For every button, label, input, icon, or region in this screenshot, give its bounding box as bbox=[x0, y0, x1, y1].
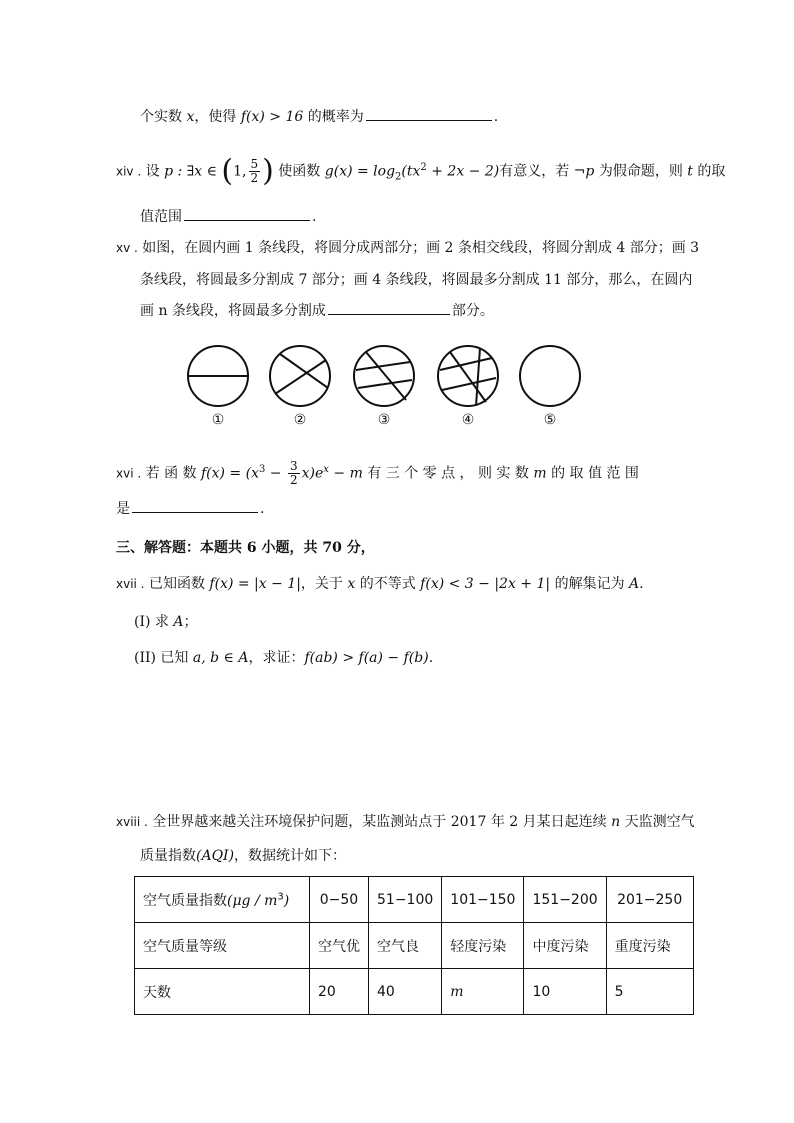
q18-line1 bbox=[116, 812, 695, 832]
q13-period: . bbox=[493, 109, 499, 125]
table-cell: 20 bbox=[310, 969, 369, 1015]
q16-function2: x)e bbox=[301, 465, 324, 482]
q14-log-base: 2 bbox=[395, 171, 402, 183]
q16-text: 有 三 个 零 点 ， 则 实 数 bbox=[362, 465, 534, 482]
q14-interval: 1, bbox=[233, 163, 247, 180]
q17-set-a: A bbox=[629, 576, 640, 592]
table-cell: 0−50 bbox=[310, 877, 369, 923]
q14-text: 为假命题，则 bbox=[594, 163, 688, 180]
q17-text: 的解集记为 bbox=[550, 576, 630, 592]
table-row-header: 空气质量等级 bbox=[135, 923, 310, 969]
q18-number: xviii . bbox=[116, 815, 148, 829]
circle-5 bbox=[520, 346, 580, 406]
q16-var-m: m bbox=[533, 465, 547, 482]
q14-exp: 2 bbox=[420, 162, 427, 173]
q17-part1-end: ； bbox=[183, 614, 198, 630]
q14-text: 设 bbox=[141, 163, 165, 180]
circle-2 bbox=[270, 346, 330, 406]
q14-log-arg2: + 2x − 2) bbox=[426, 163, 500, 180]
q17-part2-text: 已知 bbox=[155, 650, 193, 666]
q16-text: 是 bbox=[116, 501, 130, 517]
table-cell: 空气优 bbox=[310, 923, 369, 969]
q17-part2-label: (II) bbox=[134, 650, 156, 666]
q17-part2-end: . bbox=[428, 650, 434, 666]
table-row bbox=[135, 877, 694, 923]
circle-3-segment bbox=[356, 362, 410, 370]
table-row-header: 天数 bbox=[135, 969, 310, 1015]
q17-part1-set: A bbox=[173, 614, 184, 630]
q13-text: ，使得 bbox=[194, 109, 241, 125]
q16-text: 若 函 数 bbox=[141, 465, 201, 482]
table-cell: 201−250 bbox=[606, 877, 693, 923]
q18-var-n: n bbox=[611, 814, 621, 830]
q15-text: 画 n 条线段，将圆最多分割成 bbox=[140, 303, 326, 319]
table-row-header bbox=[135, 877, 310, 923]
q14-number: xiv . bbox=[116, 164, 142, 179]
unit-exp: 3 bbox=[277, 890, 284, 902]
q14-text: 值范围 bbox=[140, 209, 182, 225]
circle-2-segment bbox=[275, 360, 326, 394]
q15-text: 部分。 bbox=[451, 303, 494, 319]
q16-fraction bbox=[288, 460, 300, 487]
q16-function3: − m bbox=[328, 465, 363, 482]
q13-answer-blank[interactable] bbox=[366, 106, 492, 121]
table-cell: 51−100 bbox=[369, 877, 442, 923]
circle-4-segment bbox=[450, 352, 486, 402]
table-row bbox=[135, 969, 694, 1015]
table-row bbox=[135, 923, 694, 969]
q17-part2-text: ，求证： bbox=[248, 650, 305, 666]
circle-division-figure bbox=[180, 340, 600, 450]
q14-open-paren: ( bbox=[221, 153, 234, 189]
q15-answer-blank[interactable] bbox=[328, 300, 450, 315]
q17-period: . bbox=[639, 576, 644, 592]
circle-3 bbox=[354, 346, 414, 406]
q13-text: 个实数 bbox=[140, 109, 187, 125]
q16-answer-blank[interactable] bbox=[132, 498, 258, 513]
q14-line2 bbox=[140, 206, 316, 227]
q16-frac-den: 2 bbox=[290, 473, 298, 488]
circle-label-1: ① bbox=[211, 412, 225, 428]
q16-exp: 3 bbox=[258, 464, 266, 475]
circle-label-2: ② bbox=[293, 412, 307, 428]
q14-text: 的取 bbox=[692, 163, 726, 180]
q17-part2-condition: a, b ∈ A bbox=[192, 650, 249, 666]
q14-answer-blank[interactable] bbox=[184, 206, 310, 221]
q14-frac-den: 2 bbox=[250, 171, 259, 186]
q14-proposition: p : ∃x ∈ bbox=[164, 163, 222, 180]
section-3-title: 三、解答题：本题共 6 小题，共 70 分， bbox=[116, 540, 375, 556]
q16-line1 bbox=[116, 460, 639, 487]
circle-3-segment bbox=[358, 380, 412, 388]
q17-function: f(x) = |x − 1| bbox=[209, 576, 301, 592]
q14-text: 有意义，若 bbox=[499, 163, 574, 180]
q13-expression: f(x) > 16 bbox=[240, 109, 304, 125]
q17-part1 bbox=[134, 612, 198, 632]
q15-line2 bbox=[140, 270, 692, 290]
table-cell: 40 bbox=[369, 969, 442, 1015]
q15-line1 bbox=[116, 238, 699, 258]
table-cell: 轻度污染 bbox=[442, 923, 524, 969]
q15-text: 如图，在圆内画 1 条线段，将圆分成两部分；画 2 条相交线段，将圆分割成 4 部分；画 3 bbox=[137, 240, 700, 256]
q17-part2-expression: f(ab) > f(a) − f(b) bbox=[304, 650, 429, 666]
q16-period: . bbox=[260, 501, 265, 517]
q17-text: ，关于 bbox=[300, 576, 348, 592]
q14-log-arg: (tx bbox=[401, 163, 421, 180]
q17-number: xvii . bbox=[116, 577, 145, 591]
q18-text: 质量指数 bbox=[140, 848, 196, 864]
q14-line1 bbox=[116, 153, 726, 189]
table-cell: 中度污染 bbox=[524, 923, 606, 969]
q14-close-paren: ) bbox=[262, 153, 274, 189]
aqi-table bbox=[134, 876, 694, 1015]
q14-period: . bbox=[312, 209, 317, 225]
q17-inequality: f(x) < 3 − |2x + 1| bbox=[420, 576, 551, 592]
q18-line2 bbox=[140, 846, 346, 866]
circle-2-segment bbox=[280, 354, 328, 388]
unit-close: ) bbox=[283, 892, 290, 909]
q14-text: 使函数 bbox=[273, 163, 325, 180]
q17-text: 的不等式 bbox=[355, 576, 421, 592]
q18-text: 天监测空气 bbox=[620, 814, 695, 830]
q14-function: g(x) = log bbox=[324, 163, 396, 180]
q13-text: 的概率为 bbox=[303, 109, 364, 125]
row-header-label: 空气质量指数 bbox=[143, 892, 227, 909]
q13-var-x: x bbox=[186, 109, 195, 125]
q17-part1-text: 求 bbox=[150, 614, 174, 630]
q14-negation: ¬p bbox=[573, 163, 595, 180]
circle-4-segment bbox=[440, 358, 492, 370]
circle-3-segment bbox=[366, 352, 406, 400]
q16-line2 bbox=[116, 498, 264, 519]
unit: (μg / m bbox=[227, 892, 278, 909]
table-cell: 空气良 bbox=[369, 923, 442, 969]
q16-function: f(x) = (x bbox=[200, 465, 259, 482]
q15-line3 bbox=[140, 300, 494, 321]
q14-frac-num: 5 bbox=[250, 157, 259, 172]
q18-aqi: (AQI) bbox=[196, 848, 235, 864]
q17-part2 bbox=[134, 648, 433, 668]
q16-minus: − bbox=[265, 465, 286, 482]
q14-fraction bbox=[249, 158, 261, 185]
q15-text: 条线段，将圆最多分割成 7 部分；画 4 条线段，将圆最多分割成 11 部分，那么，在圆内 bbox=[140, 272, 693, 288]
q16-exp-x: x bbox=[323, 464, 329, 475]
q14-var-t: t bbox=[687, 163, 693, 180]
q17-part1-label: (I) bbox=[134, 614, 151, 630]
q17-line1 bbox=[116, 574, 644, 594]
q15-number: xv . bbox=[116, 241, 138, 255]
q18-text: ，数据统计如下： bbox=[234, 848, 347, 864]
table-cell: 101−150 bbox=[442, 877, 524, 923]
q17-var-x: x bbox=[347, 576, 356, 592]
circle-label-5: ⑤ bbox=[543, 412, 557, 428]
q16-frac-num: 3 bbox=[290, 459, 298, 474]
table-cell: 5 bbox=[606, 969, 693, 1015]
q16-number: xvi . bbox=[116, 466, 142, 481]
table-cell: 重度污染 bbox=[606, 923, 693, 969]
table-cell: 151−200 bbox=[524, 877, 606, 923]
table-cell: 10 bbox=[524, 969, 606, 1015]
circle-label-4: ④ bbox=[461, 412, 475, 428]
circle-label-3: ③ bbox=[377, 412, 391, 428]
q16-text: 的 取 值 范 围 bbox=[546, 465, 639, 482]
q18-text: 全世界越来越关注环境保护问题，某监测站点于 2017 年 2 月某日起连续 bbox=[147, 814, 612, 830]
q13-tail-line bbox=[140, 106, 498, 127]
q17-text: 已知函数 bbox=[144, 576, 210, 592]
circle-4-segment bbox=[476, 348, 480, 406]
table-cell: m bbox=[442, 969, 524, 1015]
